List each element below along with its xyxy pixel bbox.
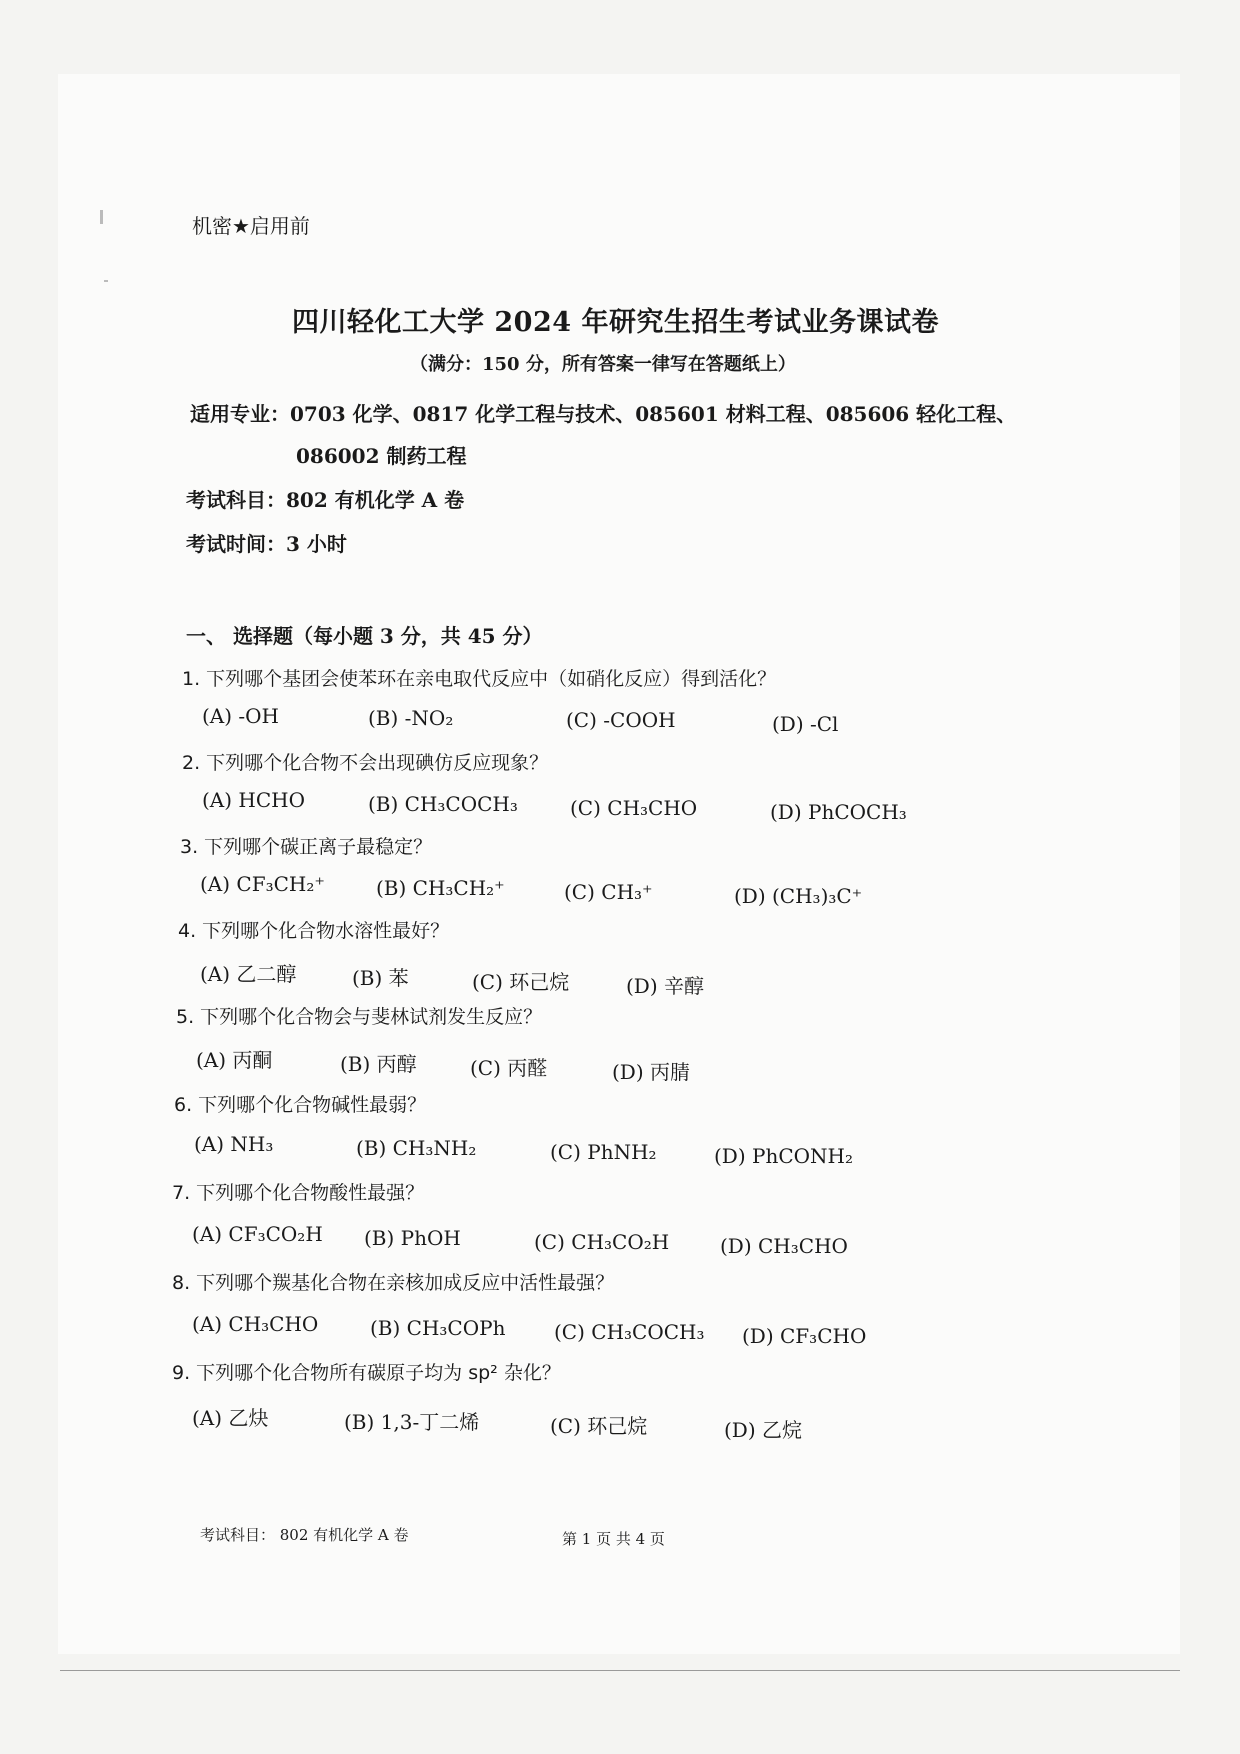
question-stem: 6. 下列哪个化合物碱性最弱？ [174, 1094, 427, 1116]
option-a: (A) HCHO [202, 788, 305, 812]
option-a: (A) -OH [202, 704, 280, 728]
exam-title: 四川轻化工大学 2024 年研究生招生考试业务课试卷 [292, 307, 939, 338]
option-d: (D) (CH₃)₃C⁺ [734, 884, 863, 908]
option-b: (B) 1,3-丁二烯 [344, 1410, 480, 1434]
option-c: (C) CH₃COCH₃ [554, 1320, 705, 1344]
option-c: (C) 环己烷 [550, 1414, 648, 1438]
exam-time: 考试时间：3 小时 [186, 532, 347, 556]
option-c: (C) PhNH₂ [550, 1140, 657, 1164]
question-stem: 3. 下列哪个碳正离子最稳定？ [180, 836, 433, 858]
option-d: (D) 丙腈 [612, 1060, 690, 1084]
question-stem: 7. 下列哪个化合物酸性最强？ [172, 1182, 425, 1204]
option-c: (C) CH₃CHO [570, 796, 698, 820]
option-c: (C) CH₃CO₂H [534, 1230, 670, 1254]
question-stem: 9. 下列哪个化合物所有碳原子均为 sp² 杂化？ [172, 1362, 561, 1384]
option-d: (D) CH₃CHO [720, 1234, 848, 1258]
confidential-label: 机密★启用前 [192, 214, 310, 238]
option-d: (D) CF₃CHO [742, 1324, 867, 1348]
scan-mark [100, 210, 103, 224]
option-b: (B) 丙醇 [340, 1052, 417, 1076]
scan-edge-line [60, 1670, 1180, 1671]
majors-line-1: 适用专业：0703 化学、0817 化学工程与技术、085601 材料工程、085606 轻化工程、 [190, 402, 1017, 426]
option-a: (A) NH₃ [194, 1132, 274, 1156]
option-c: (C) 丙醛 [470, 1056, 548, 1080]
option-d: (D) -Cl [772, 712, 839, 736]
footer-page-number: 第 1 页 共 4 页 [562, 1530, 665, 1548]
option-b: (B) CH₃CH₂⁺ [376, 876, 505, 900]
question-stem: 4. 下列哪个化合物水溶性最好？ [178, 920, 450, 942]
option-b: (B) CH₃COPh [370, 1316, 506, 1340]
option-c: (C) 环己烷 [472, 970, 570, 994]
option-d: (D) PhCOCH₃ [770, 800, 907, 824]
footer-subject: 考试科目： 802 有机化学 A 卷 [200, 1526, 409, 1544]
option-b: (B) 苯 [352, 966, 409, 990]
option-b: (B) -NO₂ [368, 706, 454, 730]
exam-subtitle: （满分：150 分，所有答案一律写在答题纸上） [410, 354, 796, 375]
option-d: (D) PhCONH₂ [714, 1144, 853, 1168]
option-a: (A) 乙炔 [192, 1406, 269, 1430]
option-a: (A) CF₃CO₂H [192, 1222, 323, 1246]
option-a: (A) 乙二醇 [200, 962, 297, 986]
section-heading: 一、 选择题（每小题 3 分，共 45 分） [186, 624, 543, 648]
option-d: (D) 辛醇 [626, 974, 704, 998]
option-a: (A) CH₃CHO [192, 1312, 319, 1336]
option-b: (B) PhOH [364, 1226, 461, 1250]
exam-subject: 考试科目：802 有机化学 A 卷 [186, 488, 465, 512]
option-c: (C) -COOH [566, 708, 676, 732]
question-stem: 5. 下列哪个化合物会与斐林试剂发生反应？ [176, 1006, 543, 1028]
question-stem: 2. 下列哪个化合物不会出现碘仿反应现象？ [182, 752, 549, 774]
scan-mark [104, 280, 108, 282]
option-a: (A) 丙酮 [196, 1048, 273, 1072]
option-d: (D) 乙烷 [724, 1418, 802, 1442]
question-stem: 8. 下列哪个羰基化合物在亲核加成反应中活性最强？ [172, 1272, 615, 1294]
option-b: (B) CH₃NH₂ [356, 1136, 477, 1160]
option-c: (C) CH₃⁺ [564, 880, 653, 904]
option-b: (B) CH₃COCH₃ [368, 792, 518, 816]
majors-line-2: 086002 制药工程 [296, 444, 467, 468]
question-stem: 1. 下列哪个基团会使苯环在亲电取代反应中（如硝化反应）得到活化？ [182, 668, 777, 690]
option-a: (A) CF₃CH₂⁺ [200, 872, 325, 896]
